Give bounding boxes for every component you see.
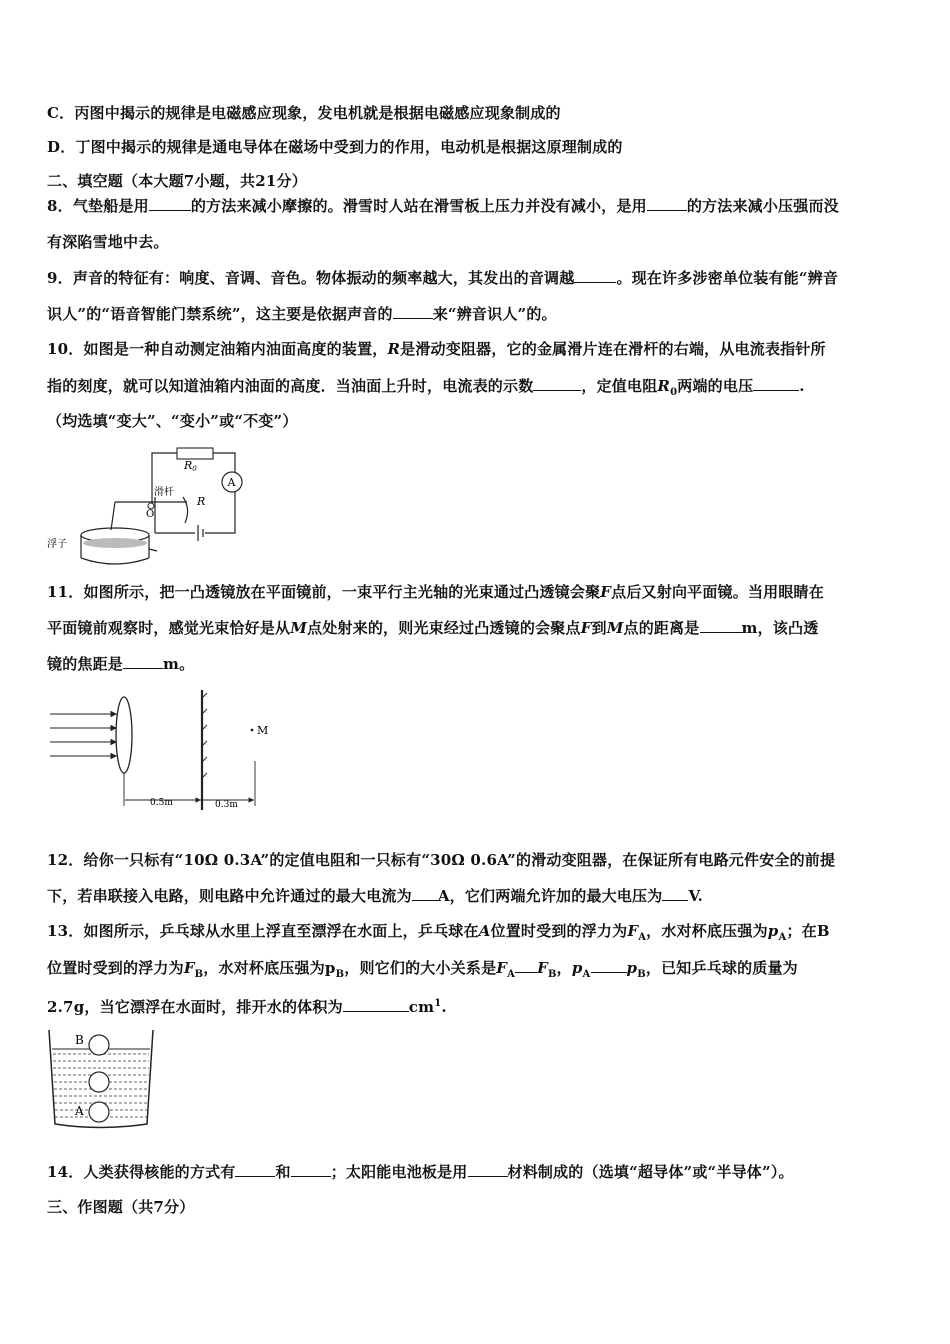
fig-label-a: A [75, 1104, 84, 1118]
q13-blank-3[interactable] [343, 997, 409, 1012]
q10-line-1: 10．如图是一种自动测定油箱内油面高度的装置，R是滑动变阻器，它的金属滑片连在滑杆的右端，从电流表指针所 [47, 340, 826, 358]
q9-blank-1[interactable] [574, 268, 616, 283]
convex-lens-icon [116, 697, 132, 773]
q13-blank-1[interactable] [515, 958, 537, 973]
fig-r-label: R [197, 495, 206, 508]
q8-blank-1[interactable] [149, 196, 191, 211]
q8-line-2: 有深陷雪地中去。 [47, 233, 169, 251]
ball-middle-icon [89, 1072, 109, 1092]
fig-pivot-label: O [146, 509, 155, 520]
q12-blank-2[interactable] [662, 886, 688, 901]
fig-distance-mirror-m: 0.3m [215, 800, 238, 810]
q14-blank-3[interactable] [468, 1162, 508, 1177]
q11-line-3: 镜的焦距是 m。 [47, 655, 195, 673]
q13-line-1: 13．如图所示，乒乓球从水里上浮直至漂浮在水面上，乒乓球在A位置时受到的浮力为$F_A$，水对杯底压强为$p_A$；在B [47, 922, 830, 943]
q14-line-1: 14．人类获得核能的方式有 和 ；太阳能电池板是用 材料制成的（选填“超导体”或“半导体”）。 [47, 1163, 794, 1181]
fig-float-label: 浮子 [47, 539, 67, 550]
q10-blank-2[interactable] [753, 376, 799, 391]
ball-b-icon [89, 1035, 109, 1055]
q13-blank-2[interactable] [591, 958, 627, 973]
q8-blank-2[interactable] [647, 196, 687, 211]
option-c: C．丙图中揭示的规律是电磁感应现象，发电机就是根据电磁感应现象制成的 [47, 104, 561, 122]
ball-a-icon [89, 1102, 109, 1122]
q9-line-1: 9．声音的特征有：响度、音调、音色。物体振动的频率越大，其发出的音调越 。现在许多涉密单位装有能“辨音 [47, 269, 839, 287]
q10-oil-tank-circuit-figure [45, 445, 260, 570]
fig-point-m-label: M [257, 724, 269, 737]
option-d: D．丁图中揭示的规律是通电导体在磁场中受到力的作用，电动机是根据这原理制成的 [47, 138, 623, 156]
q13-line-3: 2.7g，当它漂浮在水面时，排开水的体积为 $cm^1$. [47, 998, 447, 1016]
q11-blank-1[interactable] [700, 618, 742, 633]
q11-line-1: 11．如图所示，把一凸透镜放在平面镜前，一束平行主光轴的光束通过凸透镜会聚F点后又射向平面镜。当用眼睛在 [47, 583, 824, 601]
fig-r0-label: R0 [184, 459, 197, 473]
q13-line-2: 位置时受到的浮力为$F_B$，水对杯底压强为$p_B$，则它们的大小关系是$F_A$ $F_B$，$p_A$ $p_B$，已知乒乓球的质量为 [47, 959, 798, 980]
q14-blank-2[interactable] [291, 1162, 331, 1177]
fig-ammeter-label: A [227, 476, 236, 489]
q14-blank-1[interactable] [235, 1162, 275, 1177]
q10-line-3: （均选填“变大”、“变小”或“不变”） [47, 412, 298, 430]
q9-blank-2[interactable] [393, 304, 433, 319]
q11-lens-mirror-figure [45, 688, 280, 813]
q12-blank-1[interactable] [412, 886, 438, 901]
section-3-heading: 三、作图题（共7分） [47, 1198, 195, 1216]
fig-rod-label: 滑杆 [154, 487, 174, 498]
q12-line-2: 下，若串联接入电路，则电路中允许通过的最大电流为 A，它们两端允许加的最大电压为 V. [47, 887, 704, 905]
section-2-heading: 二、填空题（本大题7小题，共21分） [47, 172, 307, 190]
q8-line-1: 8．气垫船是用 的方法来减小摩擦的。滑雪时人站在滑雪板上压力并没有减小，是用 的方法来减小压强而没 [47, 197, 839, 215]
q12-line-1: 12．给你一只标有“10Ω 0.3A”的定值电阻和一只标有“30Ω 0.6A”的滑动变阻器，在保证所有电路元件安全的前提 [47, 851, 836, 869]
fig-distance-lens-mirror: 0.5m [150, 798, 173, 808]
q13-beaker-figure [45, 1027, 160, 1132]
q9-line-2: 识人”的“语音智能门禁系统”，这主要是依据声音的 来“辨音识人”的。 [47, 305, 557, 323]
q10-blank-1[interactable] [533, 376, 581, 391]
q11-blank-2[interactable] [123, 654, 163, 669]
fig-label-b: B [75, 1033, 84, 1047]
q10-line-2: 指的刻度，就可以知道油箱内油面的高度．当油面上升时，电流表的示数 ，定值电阻$R_0$两端的电压 . [47, 377, 805, 398]
q11-line-2: 平面镜前观察时，感觉光束恰好是从M点处射来的，则光束经过凸透镜的会聚点F到M点的距离是 m，该凸透 [47, 619, 819, 637]
r0-resistor [177, 448, 213, 459]
